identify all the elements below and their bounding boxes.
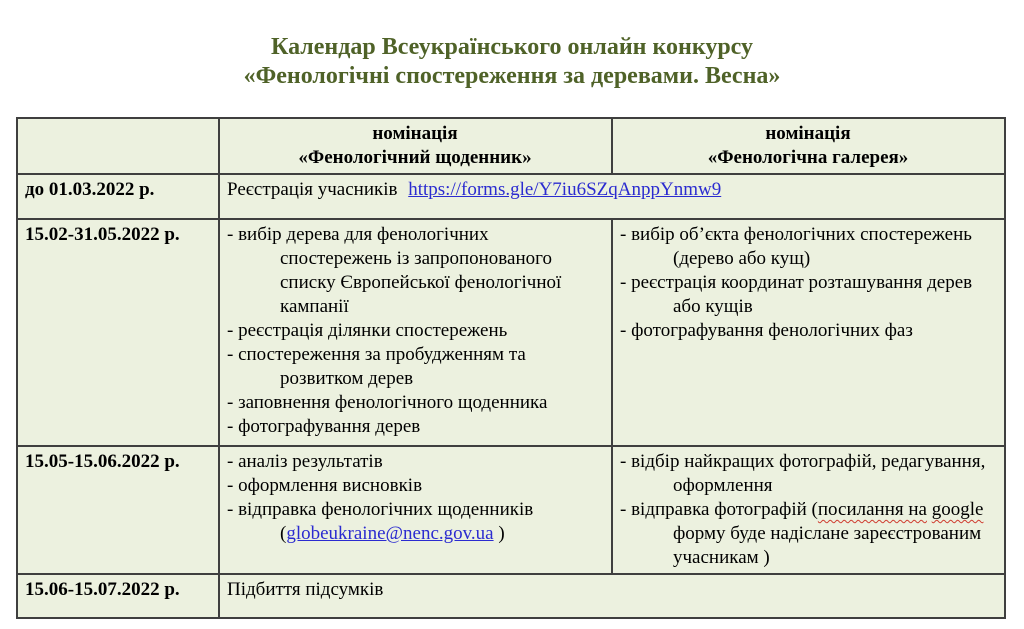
gallery-tasks-cell	[612, 219, 1005, 446]
table-row-results	[17, 446, 1005, 574]
list-item: - фотографування фенологічних фаз	[620, 320, 913, 341]
list-item: - вибір дерева для фенологічних спостережень із запропонованого списку Європейської фенологічної кампанії	[227, 224, 562, 317]
nomination-label: номінація	[765, 123, 851, 144]
list-item-text: - відправка фенологічних щоденників (	[227, 499, 534, 544]
list-item-text: - відправка фотографій (	[620, 499, 818, 520]
table-row-summary	[17, 574, 1005, 618]
list-item-with-spellcheck	[620, 498, 996, 570]
list-item: - заповнення фенологічного щоденника	[227, 392, 548, 413]
list-item: - реєстрація ділянки спостережень	[227, 320, 508, 341]
email-link[interactable]: globeukraine@nenc.gov.ua	[286, 523, 494, 544]
table-row-observations	[17, 219, 1005, 446]
list-item: - спостереження за пробудженням та розвитком дерев	[227, 344, 526, 389]
page-title-line2: «Фенологічні спостереження за деревами. Весна»	[243, 63, 781, 89]
header-empty-cell	[17, 118, 219, 174]
list-item-suffix: )	[493, 523, 505, 544]
registration-form-link[interactable]: https://forms.gle/Y7iu6SZqAnppYnmw9	[408, 179, 722, 200]
spellcheck-word: посилання на	[817, 499, 927, 520]
table-row-registration	[17, 174, 1005, 219]
diary-tasks-cell	[219, 219, 612, 446]
page-title	[0, 33, 1024, 91]
list-item: - фотографування дерев	[227, 416, 421, 437]
list-item-text: форму буде надіслане зареєстрованим учасникам )	[673, 523, 982, 568]
header-nomination-diary	[219, 118, 612, 174]
list-item: - аналіз результатів	[227, 451, 383, 472]
date-cell: 15.05-15.06.2022 р.	[17, 446, 219, 574]
date-cell: до 01.03.2022 р.	[17, 174, 219, 219]
diary-results-cell	[219, 446, 612, 574]
list-item: - оформлення висновків	[227, 475, 423, 496]
nomination-label: номінація	[372, 123, 458, 144]
list-item: - відбір найкращих фотографій, редагування, оформлення	[620, 451, 986, 496]
registration-text: Реєстрація учасників	[227, 179, 398, 200]
list-item: - вибір об’єкта фенологічних спостережень (дерево або кущ)	[620, 224, 972, 269]
date-cell: 15.06-15.07.2022 р.	[17, 574, 219, 618]
list-item: - реєстрація координат розташування дерев або кущів	[620, 272, 973, 317]
nomination-name: «Фенологічний щоденник»	[298, 147, 532, 168]
list-item-with-email	[227, 498, 603, 546]
nomination-name: «Фенологічна галерея»	[707, 147, 909, 168]
page-title-line1: Календар Всеукраїнського онлайн конкурсу	[270, 34, 754, 60]
date-cell: 15.02-31.05.2022 р.	[17, 219, 219, 446]
header-nomination-gallery	[612, 118, 1005, 174]
spellcheck-word: google	[931, 499, 984, 520]
table-header-row	[17, 118, 1005, 174]
gallery-results-cell	[612, 446, 1005, 574]
summary-cell: Підбиття підсумків	[219, 574, 1005, 618]
calendar-table	[16, 117, 1006, 619]
registration-cell	[219, 174, 1005, 219]
